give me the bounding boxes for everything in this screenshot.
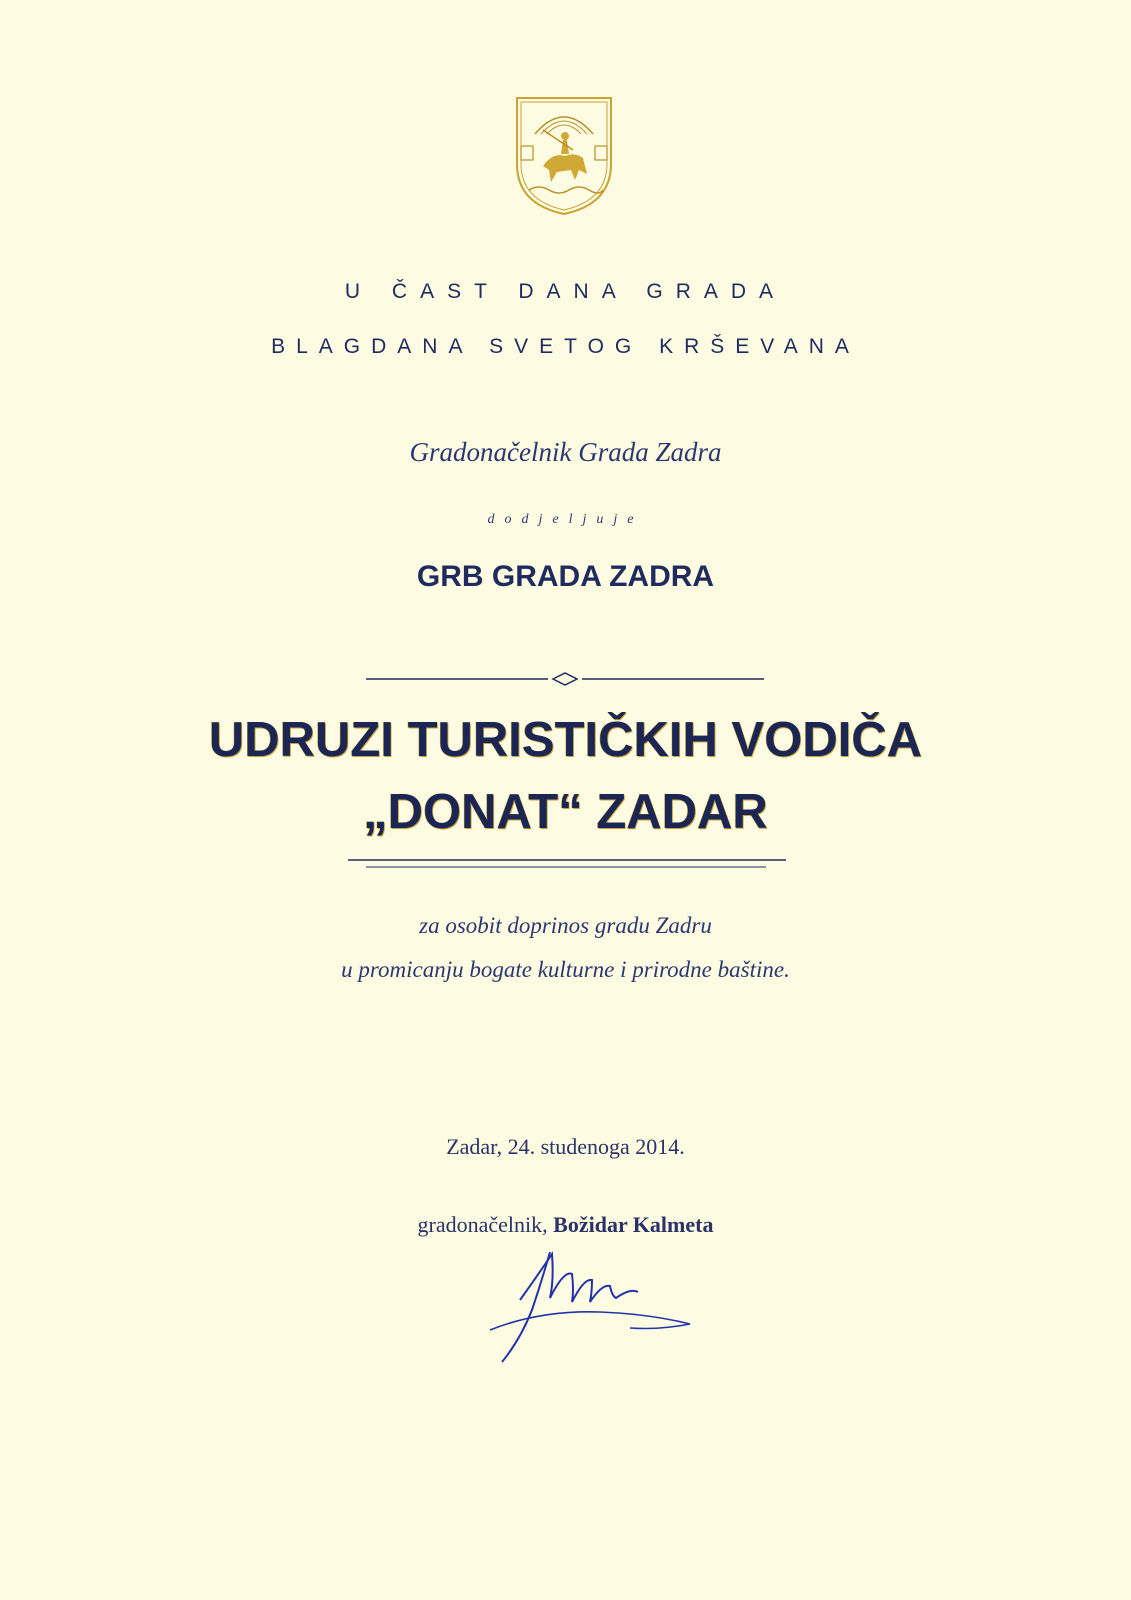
recipient-line1: UDRUZI TURISTIČKIH VODIČA	[208, 713, 923, 767]
reason-line2: u promicanju bogate kulturne i prirodne baštine.	[341, 957, 790, 982]
award-name: GRB GRADA ZADRA	[416, 560, 715, 593]
place-and-date: Zadar, 24. studenoga 2014.	[446, 1134, 685, 1159]
handwritten-signature	[480, 1240, 700, 1370]
ceremony-heading-line1: U ČAST DANA GRADA	[344, 280, 787, 303]
ceremony-heading-line2: BLAGDANA SVETOG KRŠEVANA	[271, 335, 860, 358]
issuer-title: Gradonačelnik Grada Zadra	[409, 437, 722, 467]
signoff	[0, 1212, 1131, 1238]
divider-diamond-icon	[553, 673, 577, 685]
reason-line1: za osobit doprinos gradu Zadru	[419, 913, 712, 938]
signatory-name: Božidar Kalmeta	[553, 1212, 714, 1237]
signatory-title: gradonačelnik,	[417, 1212, 548, 1237]
coat-of-arms-emblem	[513, 94, 615, 218]
recipient-line2: „DONAT“ ZADAR	[363, 785, 768, 839]
award-verb: dodjeljuje	[487, 512, 644, 527]
